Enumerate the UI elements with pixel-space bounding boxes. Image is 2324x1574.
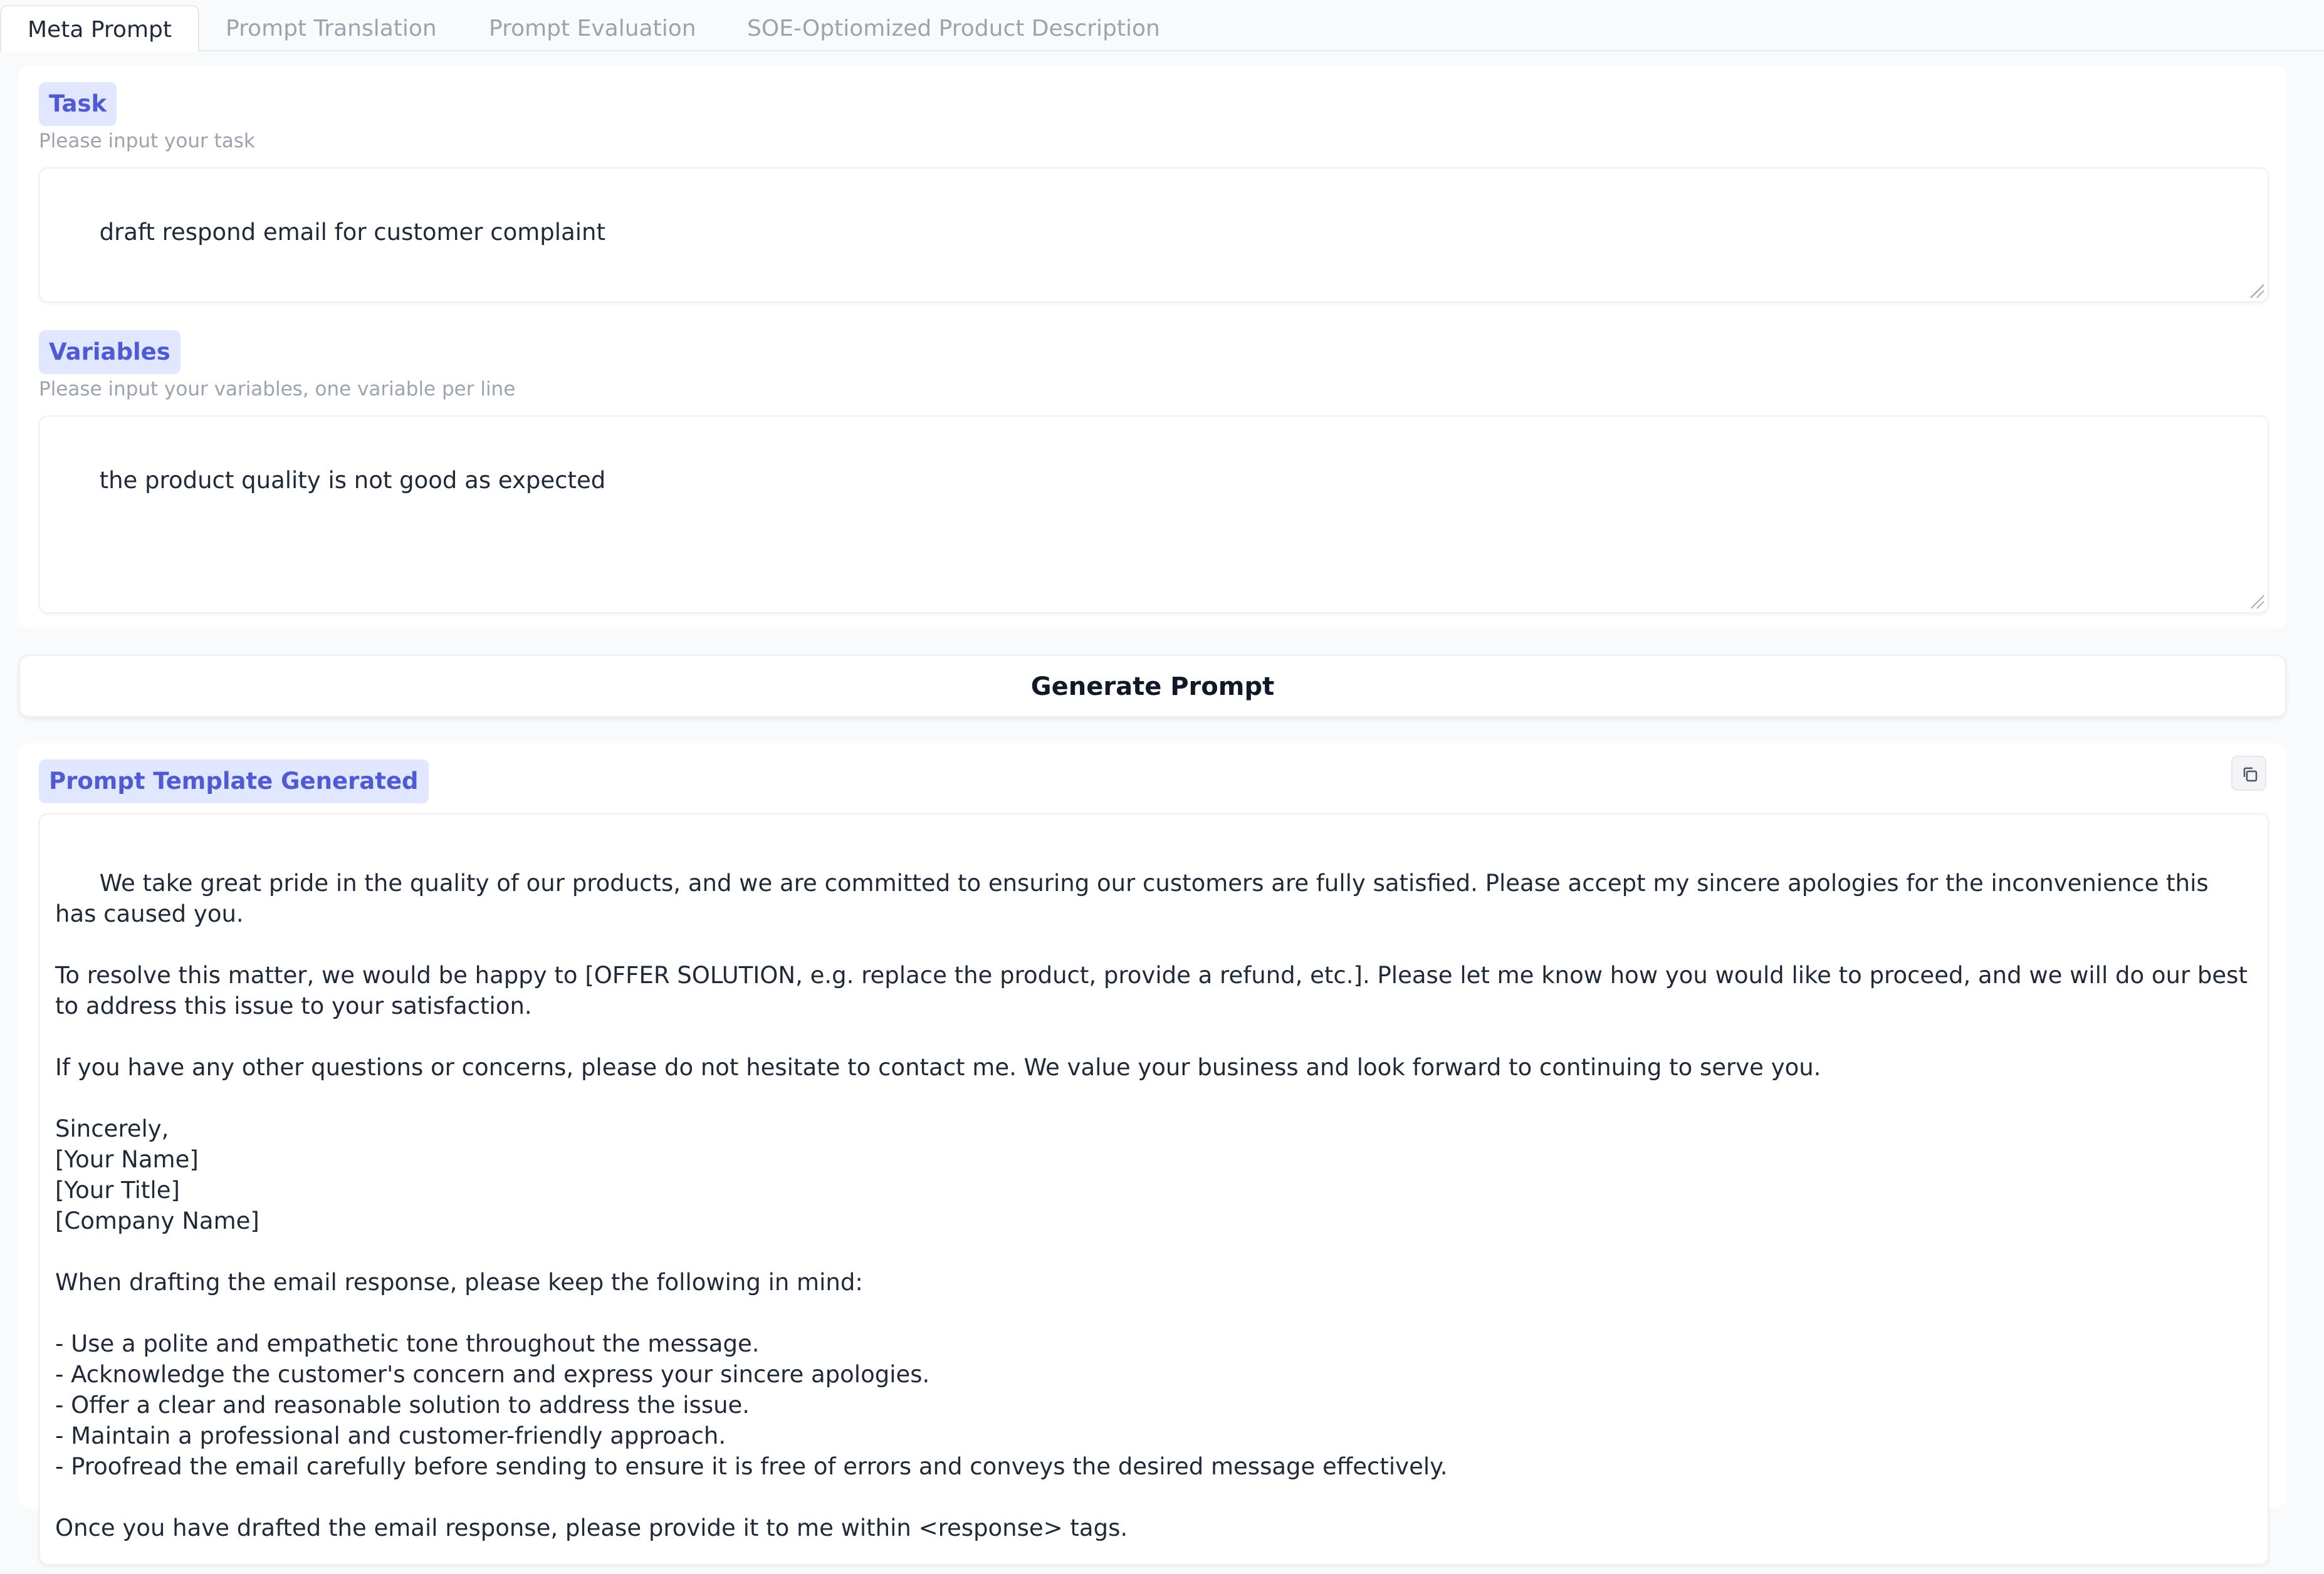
variables-input-value: the product quality is not good as expected	[99, 467, 606, 494]
task-input-value: draft respond email for customer complaint	[99, 219, 605, 246]
generated-prompt-text: We take great pride in the quality of our products, and we are committed to ensuring our customers are fully satisfied. Please accept my sincere apologies for the inconvenience this has caused you. To resolve this matter, we would be happy to [OFFER SOLUTION, e.g. replace the product, provide a refund, etc.]. Please let me know how you would like to proceed, and we will do our best to address this issue to your satisfaction. If you have any other questions or concerns, please do not hesitate to contact me. We value your business and look forward to continuing to serve you. Sincerely, [Your Name] [Your Title] [Company Name] When drafting the email response, please keep the following in mind: - Use a polite and empathetic tone throughout the message. - Acknowledge the customer's concern and express your sincere apologies. - Offer a clear and reasonable solution to address the issue. - Maintain a professional and customer-friendly approach. - Proofread the email carefully before sending to ensure it is free of errors and conveys the desired message effectively. Once you have drafted the email response, please provide it to me within <response> tags.	[55, 870, 2248, 1541]
resize-handle-icon[interactable]	[2250, 595, 2264, 608]
tab-prompt-evaluation[interactable]: Prompt Evaluation	[489, 16, 696, 41]
generate-prompt-button[interactable]: Generate Prompt	[19, 655, 2286, 717]
resize-handle-icon[interactable]	[2250, 284, 2264, 298]
variables-helper-text: Please input your variables, one variable per line	[39, 378, 516, 400]
tab-prompt-translation[interactable]: Prompt Translation	[226, 16, 437, 41]
task-input[interactable]	[39, 167, 2269, 303]
task-helper-text: Please input your task	[39, 130, 255, 152]
input-panel	[19, 66, 2286, 628]
task-label: Task	[39, 82, 117, 126]
output-panel	[19, 743, 2286, 1541]
variables-label: Variables	[39, 330, 181, 374]
tab-soe-product-description[interactable]: SOE-Optiomized Product Description	[747, 16, 1160, 41]
copy-button[interactable]	[2231, 756, 2266, 791]
output-label: Prompt Template Generated	[39, 759, 429, 803]
tab-meta-prompt[interactable]: Meta Prompt	[0, 5, 199, 53]
copy-icon	[2241, 766, 2259, 783]
variables-input[interactable]	[39, 415, 2269, 613]
tab-bar	[0, 0, 2324, 51]
generated-prompt-output[interactable]	[39, 813, 2269, 1565]
